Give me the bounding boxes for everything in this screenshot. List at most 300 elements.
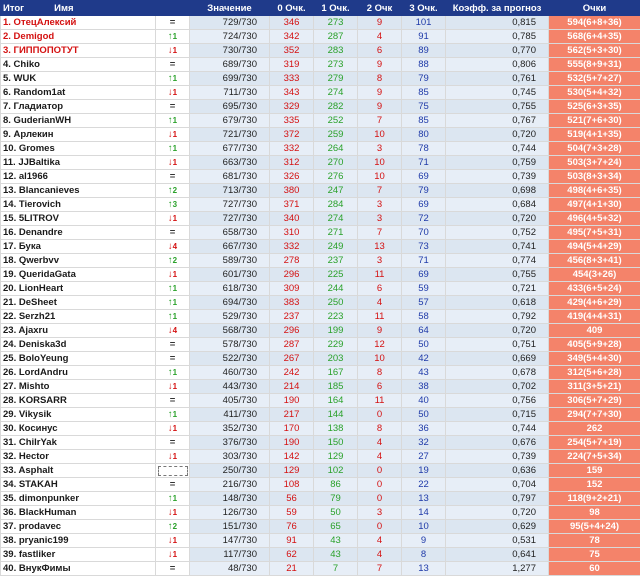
- value-cell: 667/730: [190, 240, 270, 254]
- one-point-cell: 273: [314, 16, 358, 30]
- zero-points-cell: 372: [270, 128, 314, 142]
- zero-points-cell: 309: [270, 282, 314, 296]
- player-name: 5. WUK: [1, 72, 156, 86]
- arrow-down-icon: ↓: [167, 45, 173, 56]
- two-points-cell: 0: [358, 492, 402, 506]
- points-cell: 521(7+6+30): [549, 114, 640, 128]
- equals-icon: =: [169, 395, 176, 406]
- trend-indicator: [156, 16, 190, 30]
- table-row[interactable]: [1, 492, 640, 506]
- three-points-cell: 91: [402, 30, 446, 44]
- one-point-cell: 237: [314, 254, 358, 268]
- player-name: 10. Gromes: [1, 142, 156, 156]
- equals-icon: =: [169, 101, 176, 112]
- table-row[interactable]: [1, 282, 640, 296]
- arrow-up-icon: ↑: [167, 297, 173, 308]
- three-points-cell: 50: [402, 408, 446, 422]
- player-name: 4. Chiko: [1, 58, 156, 72]
- trend-delta: 1: [172, 424, 178, 433]
- table-row[interactable]: [1, 86, 640, 100]
- table-row[interactable]: [1, 408, 640, 422]
- equals-icon: =: [169, 227, 176, 238]
- coefficient-cell: 0,739: [446, 170, 549, 184]
- table-row[interactable]: [1, 240, 640, 254]
- table-row[interactable]: [1, 548, 640, 562]
- two-points-cell: 8: [358, 72, 402, 86]
- value-cell: 618/730: [190, 282, 270, 296]
- coefficient-cell: 0,806: [446, 58, 549, 72]
- one-point-cell: 247: [314, 184, 358, 198]
- value-cell: 352/730: [190, 422, 270, 436]
- trend-indicator: [156, 338, 190, 352]
- zero-points-cell: 333: [270, 72, 314, 86]
- value-cell: 529/730: [190, 310, 270, 324]
- trend-indicator: [156, 100, 190, 114]
- value-cell: 411/730: [190, 408, 270, 422]
- one-point-cell: 274: [314, 212, 358, 226]
- arrow-down-icon: ↓: [167, 507, 173, 518]
- value-cell: 126/730: [190, 506, 270, 520]
- player-name: 15. 5LITROV: [1, 212, 156, 226]
- points-cell: 78: [549, 534, 640, 548]
- equals-icon: =: [169, 59, 176, 70]
- two-points-cell: 11: [358, 394, 402, 408]
- trend-indicator: [156, 422, 190, 436]
- one-point-cell: 102: [314, 464, 358, 478]
- table-row[interactable]: [1, 562, 640, 576]
- arrow-down-icon: ↓: [167, 157, 173, 168]
- trend-delta: 3: [172, 200, 178, 209]
- zero-points-cell: 129: [270, 464, 314, 478]
- two-points-cell: 4: [358, 30, 402, 44]
- one-point-cell: 287: [314, 30, 358, 44]
- table-row[interactable]: [1, 366, 640, 380]
- zero-points-cell: 329: [270, 100, 314, 114]
- two-points-cell: 10: [358, 352, 402, 366]
- equals-icon: =: [169, 339, 176, 350]
- points-cell: 495(7+5+31): [549, 226, 640, 240]
- trend-indicator: [156, 170, 190, 184]
- one-point-cell: 223: [314, 310, 358, 324]
- coefficient-cell: 0,792: [446, 310, 549, 324]
- value-cell: 727/730: [190, 198, 270, 212]
- coefficient-cell: 0,720: [446, 506, 549, 520]
- trend-indicator: [156, 534, 190, 548]
- coefficient-cell: 0,745: [446, 86, 549, 100]
- value-cell: 568/730: [190, 324, 270, 338]
- two-points-cell: 4: [358, 296, 402, 310]
- one-point-cell: 167: [314, 366, 358, 380]
- two-points-cell: 0: [358, 478, 402, 492]
- two-points-cell: 4: [358, 534, 402, 548]
- player-name: 1. ОтецАлексий: [1, 16, 156, 30]
- one-point-cell: 199: [314, 324, 358, 338]
- table-row[interactable]: [1, 324, 640, 338]
- two-points-cell: 3: [358, 212, 402, 226]
- value-cell: 303/730: [190, 450, 270, 464]
- zero-points-cell: 59: [270, 506, 314, 520]
- table-row[interactable]: [1, 464, 640, 478]
- two-points-cell: 7: [358, 184, 402, 198]
- table-row[interactable]: [1, 156, 640, 170]
- table-row[interactable]: [1, 296, 640, 310]
- one-point-cell: 129: [314, 450, 358, 464]
- points-cell: 409: [549, 324, 640, 338]
- one-point-cell: 264: [314, 142, 358, 156]
- three-points-cell: 85: [402, 114, 446, 128]
- player-name: 40. ВнукФимы: [1, 562, 156, 576]
- player-name: 19. QueridaGata: [1, 268, 156, 282]
- table-row[interactable]: [1, 352, 640, 366]
- one-point-cell: 185: [314, 380, 358, 394]
- coefficient-cell: 0,774: [446, 254, 549, 268]
- three-points-cell: 88: [402, 58, 446, 72]
- coefficient-cell: 0,684: [446, 198, 549, 212]
- table-row[interactable]: [1, 100, 640, 114]
- two-points-cell: 10: [358, 128, 402, 142]
- three-points-cell: 32: [402, 436, 446, 450]
- table-row[interactable]: [1, 170, 640, 184]
- trend-indicator: [156, 548, 190, 562]
- header-2pts: 2 Очк: [358, 1, 402, 16]
- points-cell: 95(5+4+24): [549, 520, 640, 534]
- one-point-cell: 282: [314, 100, 358, 114]
- trend-indicator: [156, 450, 190, 464]
- points-cell: 568(6+4+35): [549, 30, 640, 44]
- two-points-cell: 3: [358, 506, 402, 520]
- three-points-cell: 10: [402, 520, 446, 534]
- three-points-cell: 70: [402, 226, 446, 240]
- arrow-up-icon: ↑: [167, 367, 173, 378]
- table-row[interactable]: [1, 478, 640, 492]
- trend-indicator: [156, 366, 190, 380]
- points-cell: 498(4+6+35): [549, 184, 640, 198]
- value-cell: 699/730: [190, 72, 270, 86]
- points-cell: 532(5+7+27): [549, 72, 640, 86]
- table-row[interactable]: [1, 184, 640, 198]
- trend-indicator: [156, 254, 190, 268]
- table-row[interactable]: [1, 142, 640, 156]
- three-points-cell: 80: [402, 128, 446, 142]
- player-name: 37. prodavec: [1, 520, 156, 534]
- header-0pts: 0 Очк.: [270, 1, 314, 16]
- value-cell: 578/730: [190, 338, 270, 352]
- coefficient-cell: 0,741: [446, 240, 549, 254]
- zero-points-cell: 342: [270, 30, 314, 44]
- two-points-cell: 6: [358, 282, 402, 296]
- two-points-cell: 10: [358, 170, 402, 184]
- table-row[interactable]: [1, 198, 640, 212]
- trend-indicator: [156, 394, 190, 408]
- one-point-cell: 283: [314, 44, 358, 58]
- arrow-up-icon: ↑: [167, 311, 173, 322]
- coefficient-cell: 0,531: [446, 534, 549, 548]
- points-cell: 118(9+2+21): [549, 492, 640, 506]
- trend-delta: 1: [172, 508, 178, 517]
- table-row[interactable]: [1, 16, 640, 30]
- value-cell: 147/730: [190, 534, 270, 548]
- one-point-cell: 273: [314, 58, 358, 72]
- equals-icon: =: [169, 353, 176, 364]
- table-row[interactable]: [1, 30, 640, 44]
- header-value: Значение: [190, 1, 270, 16]
- trend-indicator: [156, 156, 190, 170]
- three-points-cell: 69: [402, 170, 446, 184]
- trend-delta: 1: [172, 312, 178, 321]
- three-points-cell: 50: [402, 338, 446, 352]
- trend-delta: 1: [172, 410, 178, 419]
- equals-icon: =: [169, 479, 176, 490]
- coefficient-cell: 0,720: [446, 324, 549, 338]
- points-cell: 497(4+1+30): [549, 198, 640, 212]
- points-cell: 419(4+4+31): [549, 310, 640, 324]
- points-cell: 494(5+4+29): [549, 240, 640, 254]
- player-name: 6. Random1at: [1, 86, 156, 100]
- player-name: 20. LionHeart: [1, 282, 156, 296]
- three-points-cell: 71: [402, 156, 446, 170]
- arrow-down-icon: ↓: [167, 451, 173, 462]
- two-points-cell: 4: [358, 548, 402, 562]
- trend-delta: 2: [172, 522, 178, 531]
- points-cell: 562(5+3+30): [549, 44, 640, 58]
- player-name: 25. BoloYeung: [1, 352, 156, 366]
- coefficient-cell: 0,755: [446, 268, 549, 282]
- table-row[interactable]: [1, 72, 640, 86]
- player-name: 17. Бука: [1, 240, 156, 254]
- three-points-cell: 89: [402, 44, 446, 58]
- trend-indicator: [156, 72, 190, 86]
- value-cell: 522/730: [190, 352, 270, 366]
- table-row[interactable]: [1, 58, 640, 72]
- two-points-cell: 7: [358, 562, 402, 576]
- one-point-cell: 7: [314, 562, 358, 576]
- table-row[interactable]: [1, 114, 640, 128]
- three-points-cell: 19: [402, 464, 446, 478]
- arrow-up-icon: ↑: [167, 409, 173, 420]
- trend-indicator: [156, 310, 190, 324]
- coefficient-cell: 1,277: [446, 562, 549, 576]
- table-row[interactable]: [1, 520, 640, 534]
- table-body: [1, 16, 640, 576]
- trend-indicator: [156, 128, 190, 142]
- player-name: 27. Mishto: [1, 380, 156, 394]
- value-cell: 48/730: [190, 562, 270, 576]
- zero-points-cell: 343: [270, 86, 314, 100]
- table-row[interactable]: [1, 128, 640, 142]
- table-row[interactable]: [1, 268, 640, 282]
- player-name: 29. Vikysik: [1, 408, 156, 422]
- points-cell: 454(3+26): [549, 268, 640, 282]
- arrow-down-icon: ↓: [167, 129, 173, 140]
- table-row[interactable]: [1, 338, 640, 352]
- player-name: 12. al1966: [1, 170, 156, 184]
- value-cell: 117/730: [190, 548, 270, 562]
- coefficient-cell: 0,767: [446, 114, 549, 128]
- trend-delta: 1: [172, 158, 178, 167]
- two-points-cell: 11: [358, 310, 402, 324]
- table-row[interactable]: [1, 450, 640, 464]
- three-points-cell: 38: [402, 380, 446, 394]
- value-cell: 711/730: [190, 86, 270, 100]
- player-name: 11. JJBaltika: [1, 156, 156, 170]
- arrow-up-icon: ↑: [167, 31, 173, 42]
- value-cell: 405/730: [190, 394, 270, 408]
- player-name: 16. Denandre: [1, 226, 156, 240]
- zero-points-cell: 340: [270, 212, 314, 226]
- three-points-cell: 72: [402, 212, 446, 226]
- coefficient-cell: 0,815: [446, 16, 549, 30]
- trend-indicator: [156, 226, 190, 240]
- two-points-cell: 12: [358, 338, 402, 352]
- table-header: [1, 1, 640, 16]
- trend-indicator: [156, 58, 190, 72]
- one-point-cell: 150: [314, 436, 358, 450]
- zero-points-cell: 326: [270, 170, 314, 184]
- points-cell: 349(5+4+30): [549, 352, 640, 366]
- two-points-cell: 7: [358, 114, 402, 128]
- coefficient-cell: 0,797: [446, 492, 549, 506]
- three-points-cell: 79: [402, 184, 446, 198]
- table-row[interactable]: [1, 380, 640, 394]
- zero-points-cell: 310: [270, 226, 314, 240]
- player-name: 36. BlackHuman: [1, 506, 156, 520]
- zero-points-cell: 142: [270, 450, 314, 464]
- points-cell: 555(8+9+31): [549, 58, 640, 72]
- two-points-cell: 3: [358, 198, 402, 212]
- value-cell: 376/730: [190, 436, 270, 450]
- one-point-cell: 249: [314, 240, 358, 254]
- trend-indicator: [156, 142, 190, 156]
- table-row[interactable]: [1, 310, 640, 324]
- two-points-cell: 4: [358, 450, 402, 464]
- zero-points-cell: 62: [270, 548, 314, 562]
- points-cell: 504(7+3+28): [549, 142, 640, 156]
- value-cell: 443/730: [190, 380, 270, 394]
- trend-indicator: [156, 520, 190, 534]
- zero-points-cell: 287: [270, 338, 314, 352]
- table-row[interactable]: [1, 436, 640, 450]
- arrow-up-icon: ↑: [167, 185, 173, 196]
- value-cell: 148/730: [190, 492, 270, 506]
- trend-indicator: [156, 478, 190, 492]
- points-cell: 530(5+4+32): [549, 86, 640, 100]
- value-cell: 721/730: [190, 128, 270, 142]
- arrow-up-icon: ↑: [167, 283, 173, 294]
- zero-points-cell: 217: [270, 408, 314, 422]
- three-points-cell: 36: [402, 422, 446, 436]
- value-cell: 729/730: [190, 16, 270, 30]
- table-row[interactable]: [1, 534, 640, 548]
- three-points-cell: 101: [402, 16, 446, 30]
- trend-indicator: [156, 492, 190, 506]
- one-point-cell: 225: [314, 268, 358, 282]
- points-cell: 456(8+3+41): [549, 254, 640, 268]
- trend-indicator: [156, 408, 190, 422]
- coefficient-cell: 0,751: [446, 338, 549, 352]
- zero-points-cell: 332: [270, 240, 314, 254]
- player-name: 38. pryanic199: [1, 534, 156, 548]
- zero-points-cell: 190: [270, 436, 314, 450]
- table-row[interactable]: [1, 506, 640, 520]
- two-points-cell: 11: [358, 268, 402, 282]
- trend-indicator: [156, 30, 190, 44]
- coefficient-cell: 0,636: [446, 464, 549, 478]
- trend-indicator: [156, 184, 190, 198]
- two-points-cell: 10: [358, 156, 402, 170]
- two-points-cell: 0: [358, 408, 402, 422]
- points-cell: 159: [549, 464, 640, 478]
- header-coef: Коэфф. за прогноз: [446, 1, 549, 16]
- arrow-down-icon: ↓: [167, 269, 173, 280]
- arrow-up-icon: ↑: [167, 73, 173, 84]
- trend-delta: 1: [172, 214, 178, 223]
- value-cell: 713/730: [190, 184, 270, 198]
- value-cell: 601/730: [190, 268, 270, 282]
- two-points-cell: 9: [358, 58, 402, 72]
- table-row[interactable]: [1, 44, 640, 58]
- coefficient-cell: 0,744: [446, 142, 549, 156]
- player-name: 9. Арлекин: [1, 128, 156, 142]
- zero-points-cell: 76: [270, 520, 314, 534]
- player-name: 8. GuderianWH: [1, 114, 156, 128]
- equals-icon: =: [169, 171, 176, 182]
- table-row[interactable]: [1, 226, 640, 240]
- player-name: 21. DeSheet: [1, 296, 156, 310]
- two-points-cell: 3: [358, 142, 402, 156]
- points-cell: 254(5+7+19): [549, 436, 640, 450]
- arrow-down-icon: ↓: [167, 535, 173, 546]
- points-cell: 152: [549, 478, 640, 492]
- player-name: 26. LordAndru: [1, 366, 156, 380]
- coefficient-cell: 0,704: [446, 478, 549, 492]
- arrow-up-icon: ↑: [167, 115, 173, 126]
- points-cell: 311(3+5+21): [549, 380, 640, 394]
- table-row[interactable]: [1, 212, 640, 226]
- two-points-cell: 9: [358, 100, 402, 114]
- one-point-cell: 259: [314, 128, 358, 142]
- zero-points-cell: 332: [270, 142, 314, 156]
- zero-points-cell: 296: [270, 324, 314, 338]
- player-name: 22. Serzh21: [1, 310, 156, 324]
- one-point-cell: 276: [314, 170, 358, 184]
- two-points-cell: 4: [358, 436, 402, 450]
- value-cell: 695/730: [190, 100, 270, 114]
- trend-indicator: [156, 296, 190, 310]
- arrow-down-icon: ↓: [167, 241, 173, 252]
- arrow-down-icon: ↓: [167, 549, 173, 560]
- zero-points-cell: 91: [270, 534, 314, 548]
- three-points-cell: 75: [402, 100, 446, 114]
- arrow-down-icon: ↓: [167, 213, 173, 224]
- two-points-cell: 9: [358, 324, 402, 338]
- table-row[interactable]: [1, 394, 640, 408]
- header-3pts: 3 Очк.: [402, 1, 446, 16]
- player-name: 32. Hector: [1, 450, 156, 464]
- zero-points-cell: 296: [270, 268, 314, 282]
- one-point-cell: 43: [314, 548, 358, 562]
- trend-delta: 1: [172, 368, 178, 377]
- table-row[interactable]: [1, 254, 640, 268]
- table-row[interactable]: [1, 422, 640, 436]
- zero-points-cell: 346: [270, 16, 314, 30]
- three-points-cell: 79: [402, 72, 446, 86]
- trend-delta: 2: [172, 186, 178, 195]
- player-name: 31. ChilrYak: [1, 436, 156, 450]
- arrow-up-icon: ↑: [167, 255, 173, 266]
- trend-indicator: [156, 282, 190, 296]
- points-cell: 262: [549, 422, 640, 436]
- one-point-cell: 144: [314, 408, 358, 422]
